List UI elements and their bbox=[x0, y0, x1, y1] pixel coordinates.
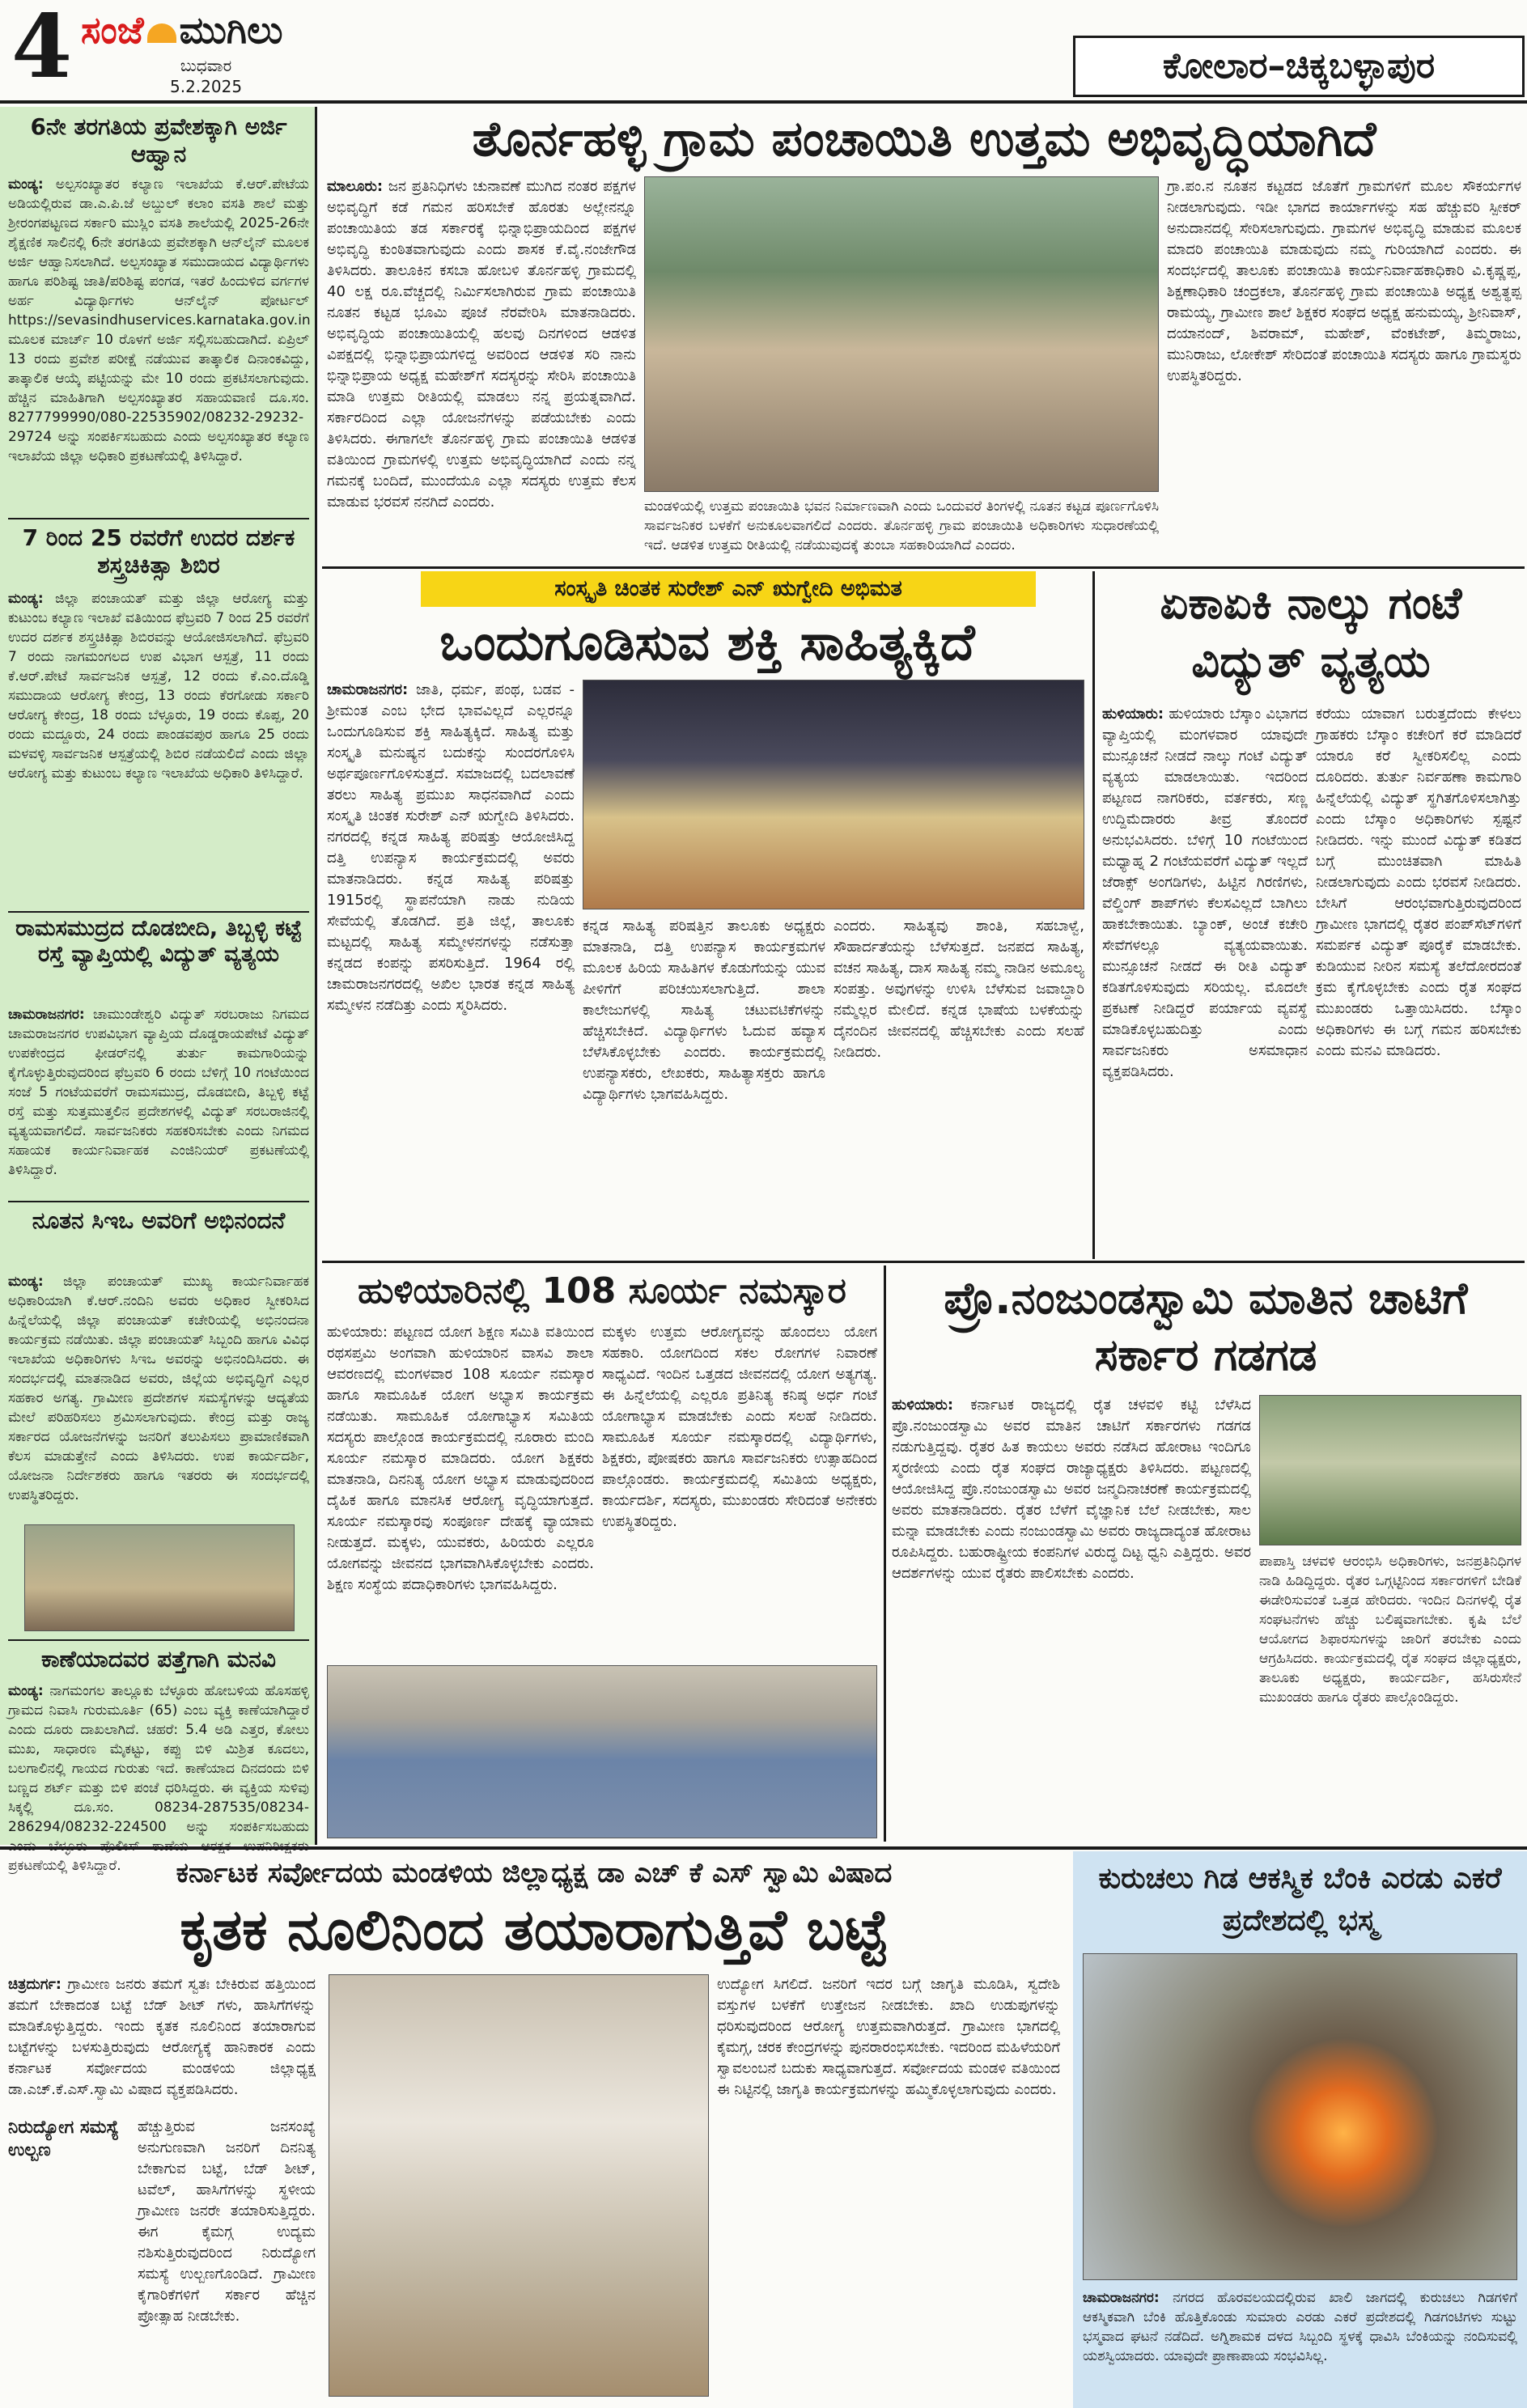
story-body: ಹುಳಿಯಾರು: ಪಟ್ಟಣದ ಯೋಗ ಶಿಕ್ಷಣ ಸಮಿತಿ ವತಿಯಿಂದ ರಥಸಪ್ತಮಿ ಅಂಗವಾಗಿ ಹುಳಿಯಾರಿನ ವಾಸವಿ ಶಾಲಾ ಆವರಣದಲ್ಲಿ ಮಂಗಳವಾರ 108 ಸೂರ್ಯ ನಮಸ್ಕಾರ ಹಾಗೂ ಸಾಮೂಹಿಕ ಯೋಗ ಅಭ್ಯಾಸ ಕಾರ್ಯಕ್ರಮ ನಡೆಯಿತು. ಸಾಮೂಹಿಕ ಯೋಗಾಭ್ಯಾಸ ಸಮಿತಿಯ ಸದಸ್ಯರು ಪಾಲ್ಗೊಂಡ ಕಾರ್ಯಕ್ರಮದಲ್ಲಿ ನೂರಾರು ಮಂದಿ ಸೂರ್ಯ ನಮಸ್ಕಾರ ಮಾಡಿದರು. ಯೋಗ ಶಿಕ್ಷಕರು ಮಾತನಾಡಿ, ದಿನನಿತ್ಯ ಯೋಗ ಅಭ್ಯಾಸ ಮಾಡುವುದರಿಂದ ದೈಹಿಕ ಹಾಗೂ ಮಾನಸಿಕ ಆರೋಗ್ಯ ವೃದ್ಧಿಯಾಗುತ್ತದೆ. ಸೂರ್ಯ ನಮಸ್ಕಾರವು ಸಂಪೂರ್ಣ ದೇಹಕ್ಕೆ ವ್ಯಾಯಾಮ ನೀಡುತ್ತದೆ. ಮಕ್ಕಳು, ಯುವಕರು, ಹಿರಿಯರು ಎಲ್ಲರೂ ಯೋಗವನ್ನು ಜೀವನದ ಭಾಗವಾಗಿಸಿಕೊಳ್ಳಬೇಕು ಎಂದರು. ಶಿಕ್ಷಣ ಸಂಸ್ಥೆಯ ಪದಾಧಿಕಾರಿಗಳು ಭಾಗವಹಿಸಿದ್ದರು. bbox=[327, 1324, 594, 1593]
story-body: ಮಾಲೂರು: ಜನ ಪ್ರತಿನಿಧಿಗಳು ಚುನಾವಣೆ ಮುಗಿದ ನಂತರ ಪಕ್ಷಗಳ ಅಭಿವೃದ್ಧಿಗೆ ಕಡೆ ಗಮನ ಹರಿಸಬೇಕೆ ಹೊರತು ಅಲ್ಲೇನನ್ನೂ ಪಂಚಾಯಿತಿಯ ತಡ ಸರ್ಕಾರಕ್ಕೆ ಭಿನ್ನಾಭಿಪ್ರಾಯದಿಂದ ಪಕ್ಷಗಳ ಅಭಿವೃದ್ಧಿ ಕುಂಠಿತವಾಗುವುದು ಎಂದು ಶಾಸಕ ಕೆ.ವೈ.ನಂಜೇಗೌಡ ತಿಳಿಸಿದರು. ತಾಲೂಕಿನ ಕಸಬಾ ಹೋಬಳಿ ತೊರ್ನಹಳ್ಳಿ ಗ್ರಾಮದಲ್ಲಿ 40 ಲಕ್ಷ ರೂ.ವೆಚ್ಚದಲ್ಲಿ ನಿರ್ಮಿಸಲಾಗಿರುವ ಗ್ರಾಮ ಪಂಚಾಯಿತಿ ನೂತನ ಕಟ್ಟಡ ಭೂಮಿ ಪೂಜೆ ನೆರವೇರಿಸಿ ಮಾತನಾಡಿದರು. ಅಭಿವೃದ್ಧಿಯ ಪಂಚಾಯಿತಿಯಲ್ಲಿ ಹಲವು ದಿನಗಳಿಂದ ಆಡಳಿತ ವಿಪಕ್ಷದಲ್ಲಿ ಭಿನ್ನಾಭಿಪ್ರಾಯಗಳಿದ್ದ ಅವರಿಂದ ಆಡಳಿತ ಸರಿ ನಾನು ಭಿನ್ನಾಭಿಪ್ರಾಯ ಅಧ್ಯಕ್ಷ ಮಹೇಶ್‌ಗೆ ಸದಸ್ಯರನ್ನು ಸೇರಿಸಿ ಪಂಚಾಯಿತಿ ಮಾಡಿ ಉತ್ತಮ ರೀತಿಯಲ್ಲಿ ಮಾಡಲು ನನ್ನ ಪ್ರಯತ್ನವಾಗಿದೆ. ಸರ್ಕಾರದಿಂದ ಎಲ್ಲಾ ಯೋಜನೆಗಳನ್ನು ಪಡೆಯಬೇಕು ಎಂದು ತಿಳಿಸಿದರು. ಈಗಾಗಲೇ ತೊರ್ನಹಳ್ಳಿ ಗ್ರಾಮ ಪಂಚಾಯಿತಿ ಆಡಳಿತ ವತಿಯಿಂದ ಗ್ರಾಮಗಳಲ್ಲಿ ಉತ್ತಮ ಅಭಿವೃದ್ಧಿಯಾಗಿದೆ ಎಂದು ನನ್ನ ಗಮನಕ್ಕೆ ಬಂದಿದೆ, ಮುಂದೆಯೂ ಎಲ್ಲಾ ಸದಸ್ಯರು ಉತ್ತಮ ಕೆಲಸ ಮಾಡುವ ಭರವಸೆ ನನಗಿದೆ ಎಂದರು. bbox=[327, 178, 636, 511]
story-body: ಹುಳಿಯಾರು: ಹುಳಿಯಾರು ಬೆಸ್ಕಾಂ ವಿಭಾಗದ ವ್ಯಾಪ್ತಿಯಲ್ಲಿ ಮಂಗಳವಾರ ಯಾವುದೇ ಮುನ್ಸೂಚನೆ ನೀಡದೆ ನಾಲ್ಕು ಗಂಟೆ ವಿದ್ಯುತ್ ವ್ಯತ್ಯಯ ಮಾಡಲಾಯಿತು. ಇದರಿಂದ ಪಟ್ಟಣದ ನಾಗರಿಕರು, ವರ್ತಕರು, ಸಣ್ಣ ಉದ್ದಿಮೆದಾರರು ತೀವ್ರ ತೊಂದರೆ ಅನುಭವಿಸಿದರು. ಬೆಳಿಗ್ಗೆ 10 ಗಂಟೆಯಿಂದ ಮಧ್ಯಾಹ್ನ 2 ಗಂಟೆಯವರೆಗೆ ವಿದ್ಯುತ್ ಇಲ್ಲದೆ ಜೆರಾಕ್ಸ್ ಅಂಗಡಿಗಳು, ಹಿಟ್ಟಿನ ಗಿರಣಿಗಳು, ವೆಲ್ಡಿಂಗ್ ಶಾಪ್‌ಗಳು ಕೆಲಸವಿಲ್ಲದೆ ಬಾಗಿಲು ಹಾಕಬೇಕಾಯಿತು. ಬ್ಯಾಂಕ್, ಅಂಚೆ ಕಚೇರಿ ಸೇವೆಗಳಲ್ಲೂ ವ್ಯತ್ಯಯವಾಯಿತು. ಮುನ್ಸೂಚನೆ ನೀಡದೆ ಈ ರೀತಿ ವಿದ್ಯುತ್ ಕಡಿತಗೊಳಿಸುವುದು ಸರಿಯಲ್ಲ. ಮೊದಲೇ ಪ್ರಕಟಣೆ ನೀಡಿದ್ದರೆ ಪರ್ಯಾಯ ವ್ಯವಸ್ಥೆ ಮಾಡಿಕೊಳ್ಳಬಹುದಿತ್ತು ಎಂದು ಸಾರ್ವಜನಿಕರು ಅಸಮಾಧಾನ ವ್ಯಕ್ತಪಡಿಸಿದರು. bbox=[1102, 706, 1308, 1080]
subhead-box: ನಿರುದ್ಯೋಗ ಸಮಸ್ಯೆ ಉಲ್ಬಣ bbox=[8, 2118, 120, 2160]
story-body: ಎಂದರು. ಸಾಹಿತ್ಯವು ಶಾಂತಿ, ಸಹಬಾಳ್ವೆ, ಸೌಹಾರ್ದತೆಯನ್ನು ಬೆಳೆಸುತ್ತದೆ. ಜನಪದ ಸಾಹಿತ್ಯ, ವಚನ ಸಾಹಿತ್ಯ, ದಾಸ ಸಾಹಿತ್ಯ ನಮ್ಮ ನಾಡಿನ ಅಮೂಲ್ಯ ಸಂಪತ್ತು. ಅವುಗಳನ್ನು ಉಳಿಸಿ ಬೆಳೆಸುವ ಜವಾಬ್ದಾರಿ ನಮ್ಮೆಲ್ಲರ ಮೇಲಿದೆ. ಕನ್ನಡ ಭಾಷೆಯ ಬಳಕೆಯನ್ನು ದೈನಂದಿನ ಜೀವನದಲ್ಲಿ ಹೆಚ್ಚಿಸಬೇಕು ಎಂದು ಸಲಹೆ ನೀಡಿದರು. bbox=[833, 918, 1084, 1061]
story-body: ಮಕ್ಕಳು ಉತ್ತಮ ಆರೋಗ್ಯವನ್ನು ಹೊಂದಲು ಯೋಗ ಸಹಕಾರಿ. ಯೋಗದಿಂದ ಸಕಲ ರೋಗಗಳ ನಿವಾರಣೆ ಸಾಧ್ಯವಿದೆ. ಇಂದಿನ ಒತ್ತಡದ ಜೀವನದಲ್ಲಿ ಯೋಗ ಅತ್ಯಗತ್ಯ. ಈ ಹಿನ್ನೆಲೆಯಲ್ಲಿ ಎಲ್ಲರೂ ಪ್ರತಿನಿತ್ಯ ಕನಿಷ್ಠ ಅರ್ಧ ಗಂಟೆ ಯೋಗಾಭ್ಯಾಸ ಮಾಡಬೇಕು ಎಂದು ಸಲಹೆ ನೀಡಿದರು. ಸಾಮೂಹಿಕ ಸೂರ್ಯ ನಮಸ್ಕಾರದಲ್ಲಿ ವಿದ್ಯಾರ್ಥಿಗಳು, ಶಿಕ್ಷಕರು, ಪೋಷಕರು ಹಾಗೂ ಸಾರ್ವಜನಿಕರು ಉತ್ಸಾಹದಿಂದ ಪಾಲ್ಗೊಂಡರು. ಕಾರ್ಯಕ್ರಮದಲ್ಲಿ ಸಮಿತಿಯ ಅಧ್ಯಕ್ಷರು, ಕಾರ್ಯದರ್ಶಿ, ಸದಸ್ಯರು, ಮುಖಂಡರು ಸೇರಿದಂತೆ ಅನೇಕರು ಉಪಸ್ಥಿತರಿದ್ದರು. bbox=[602, 1324, 877, 1530]
felicitation-photo bbox=[24, 1524, 295, 1631]
paper-name-b: ಮುಗಿಲು bbox=[179, 8, 283, 52]
story-kicker: ಕರ್ನಾಟಕ ಸರ್ವೋದಯ ಮಂಡಳಿಯ ಜಿಲ್ಲಾಧ್ಯಕ್ಷ ಡಾ ಎಚ್ ಕೆ ಎಸ್ ಸ್ವಾಮಿ ವಿಷಾದ bbox=[176, 1857, 893, 1889]
divider bbox=[322, 1261, 1525, 1263]
paper-logo bbox=[81, 8, 283, 53]
divider bbox=[884, 1265, 886, 1842]
story-headline: ಒಂದುಗೂಡಿಸುವ ಶಕ್ತಿ ಸಾಹಿತ್ಯಕ್ಕಿದೆ bbox=[439, 613, 975, 672]
story-body: ಹುಳಿಯಾರು: ಕರ್ನಾಟಕ ರಾಜ್ಯದಲ್ಲಿ ರೈತ ಚಳವಳಿ ಕಟ್ಟಿ ಬೆಳೆಸಿದ ಪ್ರೊ.ನಂಜುಂಡಸ್ವಾಮಿ ಅವರ ಮಾತಿನ ಚಾಟಿಗೆ ಸರ್ಕಾರಗಳು ಗಡಗಡ ನಡುಗುತ್ತಿದ್ದವು. ರೈತರ ಹಿತ ಕಾಯಲು ಅವರು ನಡೆಸಿದ ಹೋರಾಟ ಇಂದಿಗೂ ಸ್ಮರಣೀಯ ಎಂದು ರೈತ ಸಂಘದ ರಾಜ್ಯಾಧ್ಯಕ್ಷರು ತಿಳಿಸಿದರು. ಪಟ್ಟಣದಲ್ಲಿ ಆಯೋಜಿಸಿದ್ದ ಪ್ರೊ.ನಂಜುಂಡಸ್ವಾಮಿ ಅವರ ಜನ್ಮದಿನಾಚರಣೆ ಕಾರ್ಯಕ್ರಮದಲ್ಲಿ ಅವರು ಮಾತನಾಡಿದರು. ರೈತರ ಬೆಳೆಗೆ ವೈಜ್ಞಾನಿಕ ಬೆಲೆ ನೀಡಬೇಕು, ಸಾಲ ಮನ್ನಾ ಮಾಡಬೇಕು ಎಂದು ನಂಜುಂಡಸ್ವಾಮಿ ಅವರು ರಾಜ್ಯದಾದ್ಯಂತ ಹೋರಾಟ ರೂಪಿಸಿದ್ದರು. ಬಹುರಾಷ್ಟ್ರೀಯ ಕಂಪನಿಗಳ ವಿರುದ್ಧ ದಿಟ್ಟ ಧ್ವನಿ ಎತ್ತಿದ್ದರು. ಅವರ ಆದರ್ಶಗಳನ್ನು ಯುವ ರೈತರು ಪಾಲಿಸಬೇಕು ಎಂದರು. bbox=[892, 1397, 1251, 1582]
news-briefs-sidebar bbox=[0, 107, 317, 1874]
story-body: ಮಂಡಳಿಯಲ್ಲಿ ಉತ್ತಮ ಪಂಚಾಯಿತಿ ಭವನ ನಿರ್ಮಾಣವಾಗಿ ಎಂದು ಒಂದುವರೆ ತಿಂಗಳಲ್ಲಿ ನೂತನ ಕಟ್ಟಡ ಪೂರ್ಣಗೊಳಿಸಿ ಸಾರ್ವಜನಿಕರ ಬಳಕೆಗೆ ಅನುಕೂಲವಾಗಲಿದೆ ಎಂದರು. ತೊರ್ನಹಳ್ಳಿ ಗ್ರಾಮ ಪಂಚಾಯಿತಿ ಅಧಿಕಾರಿಗಳು ಸುಧಾರಣೆಯಲ್ಲಿ ಇದೆ. ಆಡಳಿತ ಉತ್ತಮ ರೀತಿಯಲ್ಲಿ ನಡೆಯುವುದಕ್ಕೆ ತುಂಬಾ ಸಹಕಾರಿಯಾಗಿದೆ ಎಂದರು. bbox=[644, 498, 1159, 553]
brief-body: ಮಂಡ್ಯ: ಜಿಲ್ಲಾ ಪಂಚಾಯತ್ ಮುಖ್ಯ ಕಾರ್ಯನಿರ್ವಾಹಕ ಅಧಿಕಾರಿಯಾಗಿ ಕೆ.ಆರ್.ನಂದಿನಿ ಅವರು ಅಧಿಕಾರ ಸ್ವೀಕರಿಸಿದ ಹಿನ್ನೆಲೆಯಲ್ಲಿ ಜಿಲ್ಲಾ ಪಂಚಾಯತ್ ಕಚೇರಿಯಲ್ಲಿ ಅಭಿನಂದನಾ ಕಾರ್ಯಕ್ರಮ ನಡೆಯಿತು. ಜಿಲ್ಲಾ ಪಂಚಾಯತ್ ಸಿಬ್ಬಂದಿ ಹಾಗೂ ವಿವಿಧ ಇಲಾಖೆಯ ಅಧಿಕಾರಿಗಳು ಸಿಇಒ ಅವರನ್ನು ಅಭಿನಂದಿಸಿದರು. ಈ ಸಂದರ್ಭದಲ್ಲಿ ಮಾತನಾಡಿದ ಅವರು, ಜಿಲ್ಲೆಯ ಅಭಿವೃದ್ಧಿಗೆ ಎಲ್ಲರ ಸಹಕಾರ ಅಗತ್ಯ. ಗ್ರಾಮೀಣ ಪ್ರದೇಶಗಳ ಸಮಸ್ಯೆಗಳನ್ನು ಆದ್ಯತೆಯ ಮೇಲೆ ಪರಿಹರಿಸಲು ಶ್ರಮಿಸಲಾಗುವುದು. ಕೇಂದ್ರ ಮತ್ತು ರಾಜ್ಯ ಸರ್ಕಾರದ ಯೋಜನೆಗಳನ್ನು ಜನರಿಗೆ ತಲುಪಿಸಲು ಪ್ರಾಮಾಣಿಕವಾಗಿ ಕೆಲಸ ಮಾಡುತ್ತೇನೆ ಎಂದು ತಿಳಿಸಿದರು. ಉಪ ಕಾರ್ಯದರ್ಶಿ, ಯೋಜನಾ ನಿರ್ದೇಶಕರು ಹಾಗೂ ಇತರರು ಈ ಸಂದರ್ಭದಲ್ಲಿ ಉಪಸ್ಥಿತರಿದ್ದರು. bbox=[8, 1274, 309, 1503]
brief-title: ನೂತನ ಸಿಇಒ ಅವರಿಗೆ ಅಭಿನಂದನೆ bbox=[32, 1207, 286, 1234]
brief-body: ಮಂಡ್ಯ: ಅಲ್ಪಸಂಖ್ಯಾತರ ಕಲ್ಯಾಣ ಇಲಾಖೆಯ ಕೆ.ಆರ್.ಪೇಟೆಯ ಅಡಿಯಲ್ಲಿರುವ ಡಾ.ಎ.ಪಿ.ಜೆ ಅಬ್ದುಲ್ ಕಲಾಂ ವಸತಿ ಶಾಲೆ ಮತ್ತು ಶ್ರೀರಂಗಪಟ್ಟಣದ ಸರ್ಕಾರಿ ಮುಸ್ಲಿಂ ವಸತಿ ಶಾಲೆಯಲ್ಲಿ 2025-26ನೇ ಶೈಕ್ಷಣಿಕ ಸಾಲಿನಲ್ಲಿ 6ನೇ ತರಗತಿಯ ಪ್ರವೇಶಕ್ಕಾಗಿ ಆನ್‌ಲೈನ್ ಮೂಲಕ ಅರ್ಜಿ ಆಹ್ವಾನಿಸಲಾಗಿದೆ. ಅಲ್ಪಸಂಖ್ಯಾತ ಸಮುದಾಯದ ವಿದ್ಯಾರ್ಥಿಗಳು ಹಾಗೂ ಪರಿಶಿಷ್ಟ ಜಾತಿ/ಪರಿಶಿಷ್ಟ ಪಂಗಡ, ಇತರೆ ಹಿಂದುಳಿದ ವರ್ಗಗಳ ಅರ್ಹ ವಿದ್ಯಾರ್ಥಿಗಳು ಆನ್‌ಲೈನ್ ಪೋರ್ಟಲ್ https://sevasindhuservices.karnataka.gov.in ಮೂಲಕ ಮಾರ್ಚ್ 10 ರೊಳಗೆ ಅರ್ಜಿ ಸಲ್ಲಿಸಬಹುದಾಗಿದೆ. ಏಪ್ರಿಲ್ 13 ರಂದು ಪ್ರವೇಶ ಪರೀಕ್ಷೆ ನಡೆಯುವ ತಾತ್ಕಾಲಿಕ ದಿನಾಂಕವಿದ್ದು, ತಾತ್ಕಾಲಿಕ ಆಯ್ಕೆ ಪಟ್ಟಿಯನ್ನು ಮೇ 10 ರಂದು ಪ್ರಕಟಿಸಲಾಗುವುದು. ಹೆಚ್ಚಿನ ಮಾಹಿತಿಗಾಗಿ ಅಲ್ಪಸಂಖ್ಯಾತರ ಸಹಾಯವಾಣಿ ದೂ.ಸಂ. 8277799990/080-22535902/08232-29232-29724 ಅನ್ನು ಸಂಪರ್ಕಿಸಬಹುದು ಎಂದು ಅಲ್ಪಸಂಖ್ಯಾತರ ಕಲ್ಯಾಣ ಇಲಾಖೆಯ ಜಿಲ್ಲಾ ಅಧಿಕಾರಿ ಪ್ರಕಟಣೆಯಲ್ಲಿ ತಿಳಿಸಿದ್ದಾರೆ. bbox=[8, 176, 311, 464]
story-headline: ಹುಳಿಯಾರಿನಲ್ಲಿ 108 ಸೂರ್ಯ ನಮಸ್ಕಾರ bbox=[358, 1270, 846, 1312]
story-headline: ಪ್ರೊ.ನಂಜುಂಡಸ್ವಾಮಿ ಮಾತಿನ ಚಾಟಿಗೆ ಸರ್ಕಾರ ಗಡಗಡ bbox=[944, 1273, 1468, 1380]
farmers-photo bbox=[1259, 1395, 1521, 1545]
weekday: ಬುಧವಾರ bbox=[180, 56, 232, 75]
divider bbox=[8, 518, 309, 519]
story-body: ಚಾಮರಾಜನಗರ: ಜಾತಿ, ಧರ್ಮ, ಪಂಥ, ಬಡವ - ಶ್ರೀಮಂತ ಎಂಬ ಭೇದ ಭಾವವಿಲ್ಲದೆ ಎಲ್ಲರನ್ನೂ ಒಂದುಗೂಡಿಸುವ ಶಕ್ತಿ ಸಾಹಿತ್ಯಕ್ಕಿದೆ. ಸಾಹಿತ್ಯ ಮತ್ತು ಸಂಸ್ಕೃತಿ ಮನುಷ್ಯನ ಬದುಕನ್ನು ಸುಂದರಗೊಳಿಸಿ ಅರ್ಥಪೂರ್ಣಗೊಳಿಸುತ್ತದೆ. ಸಮಾಜದಲ್ಲಿ ಬದಲಾವಣೆ ತರಲು ಸಾಹಿತ್ಯ ಪ್ರಮುಖ ಸಾಧನವಾಗಿದೆ ಎಂದು ಸಂಸ್ಕೃತಿ ಚಿಂತಕ ಸುರೇಶ್ ಎನ್ ಋಗ್ವೇದಿ ತಿಳಿಸಿದರು. ನಗರದಲ್ಲಿ ಕನ್ನಡ ಸಾಹಿತ್ಯ ಪರಿಷತ್ತು ಆಯೋಜಿಸಿದ್ದ ದತ್ತಿ ಉಪನ್ಯಾಸ ಕಾರ್ಯಕ್ರಮದಲ್ಲಿ ಅವರು ಮಾತನಾಡಿದರು. ಕನ್ನಡ ಸಾಹಿತ್ಯ ಪರಿಷತ್ತು 1915ರಲ್ಲಿ ಸ್ಥಾಪನೆಯಾಗಿ ನಾಡು ನುಡಿಯ ಸೇವೆಯಲ್ಲಿ ತೊಡಗಿದೆ. ಪ್ರತಿ ಜಿಲ್ಲೆ, ತಾಲೂಕು ಮಟ್ಟದಲ್ಲಿ ಸಾಹಿತ್ಯ ಸಮ್ಮೇಳನಗಳನ್ನು ನಡೆಸುತ್ತಾ ಕನ್ನಡದ ಕಂಪನ್ನು ಪಸರಿಸುತ್ತಿದೆ. 1964 ರಲ್ಲಿ ಚಾಮರಾಜನಗರದಲ್ಲಿ ಅಖಿಲ ಭಾರತ ಕನ್ನಡ ಸಾಹಿತ್ಯ ಸಮ್ಮೇಳನ ನಡೆದಿತ್ತು ಎಂದು ಸ್ಮರಿಸಿದರು. bbox=[327, 681, 575, 1014]
page-number: 4 bbox=[11, 0, 73, 98]
inauguration-photo bbox=[644, 176, 1159, 492]
brief-title: ಕಾಣೆಯಾದವರ ಪತ್ತೆಗಾಗಿ ಮನವಿ bbox=[40, 1646, 276, 1672]
divider bbox=[8, 1639, 309, 1641]
story-headline: ಕುರುಚಲು ಗಿಡ ಆಕಸ್ಮಿಕ ಬೆಂಕಿ ಎರಡು ಎಕರೆ ಪ್ರದೇಶದಲ್ಲಿ ಭಸ್ಮ bbox=[1098, 1862, 1502, 1937]
story-body: ಕನ್ನಡ ಸಾಹಿತ್ಯ ಪರಿಷತ್ತಿನ ತಾಲೂಕು ಅಧ್ಯಕ್ಷರು ಮಾತನಾಡಿ, ದತ್ತಿ ಉಪನ್ಯಾಸ ಕಾರ್ಯಕ್ರಮಗಳ ಮೂಲಕ ಹಿರಿಯ ಸಾಹಿತಿಗಳ ಕೊಡುಗೆಯನ್ನು ಯುವ ಪೀಳಿಗೆಗೆ ಪರಿಚಯಿಸಲಾಗುತ್ತಿದೆ. ಶಾಲಾ ಕಾಲೇಜುಗಳಲ್ಲಿ ಸಾಹಿತ್ಯ ಚಟುವಟಿಕೆಗಳನ್ನು ಹೆಚ್ಚಿಸಬೇಕಿದೆ. ವಿದ್ಯಾರ್ಥಿಗಳು ಓದುವ ಹವ್ಯಾಸ ಬೆಳೆಸಿಕೊಳ್ಳಬೇಕು ಎಂದರು. ಕಾರ್ಯಕ್ರಮದಲ್ಲಿ ಉಪನ್ಯಾಸಕರು, ಲೇಖಕರು, ಸಾಹಿತ್ಯಾಸಕ್ತರು ಹಾಗೂ ವಿದ್ಯಾರ್ಥಿಗಳು ಭಾಗವಹಿಸಿದ್ದರು. bbox=[583, 918, 825, 1103]
divider bbox=[8, 1201, 309, 1202]
fire-story-box bbox=[1073, 1851, 1527, 2408]
story-body: ಕರೆಯು ಯಾವಾಗ ಬರುತ್ತದೆಂದು ಕೇಳಲು ಗ್ರಾಹಕರು ಬೆಸ್ಕಾಂ ಕಚೇರಿಗೆ ಕರೆ ಮಾಡಿದರೆ ಯಾರೂ ಕರೆ ಸ್ವೀಕರಿಸಲಿಲ್ಲ ಎಂದು ದೂರಿದರು. ತುರ್ತು ನಿರ್ವಹಣಾ ಕಾಮಗಾರಿ ಹಿನ್ನೆಲೆಯಲ್ಲಿ ವಿದ್ಯುತ್ ಸ್ಥಗಿತಗೊಳಿಸಲಾಗಿತ್ತು ಎಂದು ಬೆಸ್ಕಾಂ ಅಧಿಕಾರಿಗಳು ಸ್ಪಷ್ಟನೆ ನೀಡಿದರು. ಇನ್ನು ಮುಂದೆ ವಿದ್ಯುತ್ ಕಡಿತದ ಬಗ್ಗೆ ಮುಂಚಿತವಾಗಿ ಮಾಹಿತಿ ನೀಡಲಾಗುವುದು ಎಂದು ಭರವಸೆ ನೀಡಿದರು. ಬೇಸಿಗೆ ಆರಂಭವಾಗುತ್ತಿರುವುದರಿಂದ ಗ್ರಾಮೀಣ ಭಾಗದಲ್ಲಿ ರೈತರ ಪಂಪ್‌ಸೆಟ್‌ಗಳಿಗೆ ಸಮರ್ಪಕ ವಿದ್ಯುತ್ ಪೂರೈಕೆ ಮಾಡಬೇಕು. ಕುಡಿಯುವ ನೀರಿನ ಸಮಸ್ಯೆ ತಲೆದೋರದಂತೆ ಕ್ರಮ ಕೈಗೊಳ್ಳಬೇಕು ಎಂದು ರೈತ ಸಂಘದ ಮುಖಂಡರು ಒತ್ತಾಯಿಸಿದರು. ಬೆಸ್ಕಾಂ ಅಧಿಕಾರಿಗಳು ಈ ಬಗ್ಗೆ ಗಮನ ಹರಿಸಬೇಕು ಎಂದು ಮನವಿ ಮಾಡಿದರು. bbox=[1316, 706, 1521, 1059]
story-headline: ಏಕಾಏಕಿ ನಾಲ್ಕು ಗಂಟೆ ವಿದ್ಯುತ್ ವ್ಯತ್ಯಯ bbox=[1160, 578, 1462, 687]
paper-name-a: ಸಂಜೆ bbox=[81, 8, 144, 52]
textile-photo bbox=[329, 1974, 709, 2397]
story-kicker: ಸಂಸ್ಕೃತಿ ಚಿಂತಕ ಸುರೇಶ್ ಎನ್ ಋಗ್ವೇದಿ ಅಭಿಮತ bbox=[421, 571, 1036, 607]
brief-body: ಮಂಡ್ಯ: ನಾಗಮಂಗಲ ತಾಲ್ಲೂಕು ಬೆಳ್ಳೂರು ಹೋಬಳಿಯ ಹೊಸಹಳ್ಳಿ ಗ್ರಾಮದ ನಿವಾಸಿ ಗುರುಮೂರ್ತಿ (65) ಎಂಬ ವ್ಯಕ್ತಿ ಕಾಣೆಯಾಗಿದ್ದಾರೆ ಎಂದು ದೂರು ದಾಖಲಾಗಿದೆ. ಚಹರೆ: 5.4 ಅಡಿ ಎತ್ತರ, ಕೋಲು ಮುಖ, ಸಾಧಾರಣ ಮೈಕಟ್ಟು, ಕಪ್ಪು ಬಿಳಿ ಮಿಶ್ರಿತ ಕೂದಲು, ಬಲಗಾಲಿನಲ್ಲಿ ಗಾಯದ ಗುರುತು ಇದೆ. ಕಾಣೆಯಾದ ದಿನದಂದು ಬಿಳಿ ಬಣ್ಣದ ಶರ್ಟ್ ಮತ್ತು ಬಿಳಿ ಪಂಚೆ ಧರಿಸಿದ್ದರು. ಈ ವ್ಯಕ್ತಿಯ ಸುಳಿವು ಸಿಕ್ಕಲ್ಲಿ ದೂ.ಸಂ. 08234-287535/08234-286294/08232-224500 ಅನ್ನು ಸಂಪರ್ಕಿಸಬಹುದು ಪ್ರಕಟಣೆಯಲ್ಲಿ ತಿಳಿಸಿದ್ದಾರೆ. bbox=[8, 1683, 309, 1874]
story-body: ಹೆಚ್ಚುತ್ತಿರುವ ಜನಸಂಖ್ಯೆ ಅನುಗುಣವಾಗಿ ಜನರಿಗೆ ದಿನನಿತ್ಯ ಬೇಕಾಗುವ ಬಟ್ಟೆ, ಬೆಡ್ ಶೀಟ್, ಟವೆಲ್, ಹಾಸಿಗೆಗಳನ್ನು ಸ್ಥಳೀಯ ಗ್ರಾಮೀಣ ಜನರೇ ತಯಾರಿಸುತ್ತಿದ್ದರು. ಈಗ ಕೈಮಗ್ಗ ಉದ್ಯಮ ನಶಿಸುತ್ತಿರುವುದರಿಂದ ನಿರುದ್ಯೋಗ ಸಮಸ್ಯೆ ಉಲ್ಬಣಗೊಂಡಿದೆ. ಗ್ರಾಮೀಣ ಕೈಗಾರಿಕೆಗಳಿಗೆ ಸರ್ಕಾರ ಹೆಚ್ಚಿನ ಪ್ರೋತ್ಸಾಹ ನೀಡಬೇಕು. bbox=[138, 2118, 316, 2325]
sun-icon bbox=[147, 23, 176, 43]
story-body: ಗ್ರಾ.ಪಂ.ನ ನೂತನ ಕಟ್ಟಡದ ಜೊತೆಗೆ ಗ್ರಾಮಗಳಿಗೆ ಮೂಲ ಸೌಕರ್ಯಗಳ ನೀಡಲಾಗುವುದು. ಇಡೀ ಭಾಗದ ಕಾರ್ಯಾಗಳನ್ನು ಸಹ ಹೆಚ್ಚುವರಿ ಸ್ಪೀಕರ್ ಅನುದಾನದಲ್ಲಿ ಸೇರಿಸಲಾಗುವುದು. ಗ್ರಾಮಗಳ ಅಭಿವೃದ್ಧಿ ಮಾಡುವ ಮೂಲಕ ಮಾದರಿ ಪಂಚಾಯಿತಿ ಮಾಡುವುದು ನಮ್ಮ ಗುರಿಯಾಗಿದೆ ಎಂದರು. ಈ ಸಂದರ್ಭದಲ್ಲಿ ತಾಲೂಕು ಪಂಚಾಯಿತಿ ಕಾರ್ಯನಿರ್ವಾಹಕಾಧಿಕಾರಿ ವಿ.ಕೃಷ್ಣಪ್ಪ, ಶಿಕ್ಷಣಾಧಿಕಾರಿ ಚಂದ್ರಕಲಾ, ತೊರ್ನಹಳ್ಳಿ ಗ್ರಾಮ ಪಂಚಾಯಿತಿ ಅಧ್ಯಕ್ಷ ಅಶ್ವತ್ಥಪ್ಪ ರಾಮಯ್ಯ, ಗ್ರಾಮೀಣ ಶಾಲೆ ಶಿಕ್ಷಕರ ಸಂಘದ ಅಧ್ಯಕ್ಷ ಹನುಮಯ್ಯ, ಶ್ರೀನಿವಾಸ್, ದಯಾನಂದ್, ಶಿವರಾಮ್, ಮಹೇಶ್, ವೆಂಕಟೇಶ್, ತಿಮ್ಮರಾಜು, ಮುನಿರಾಜು, ಲೋಕೇಶ್ ಸೇರಿದಂತೆ ಪಂಚಾಯಿತಿ ಸದಸ್ಯರು ಹಾಗೂ ಗ್ರಾಮಸ್ಥರು ಉಪಸ್ಥಿತರಿದ್ದರು. bbox=[1167, 178, 1521, 384]
date-block bbox=[170, 55, 242, 97]
story-body: ಚಾಮರಾಜನಗರ: ನಗರದ ಹೊರವಲಯದಲ್ಲಿರುವ ಖಾಲಿ ಜಾಗದಲ್ಲಿ ಕುರುಚಲು ಗಿಡಗಳಿಗೆ ಆಕಸ್ಮಿಕವಾಗಿ ಬೆಂಕಿ ಹೊತ್ತಿಕೊಂಡು ಸುಮಾರು ಎರಡು ಎಕರೆ ಪ್ರದೇಶದಲ್ಲಿ ಗಿಡಗಂಟಿಗಳು ಸುಟ್ಟು ಭಸ್ಮವಾದ ಘಟನೆ ನಡೆದಿದೆ. ಅಗ್ನಿಶಾಮಕ ದಳದ ಸಿಬ್ಬಂದಿ ಸ್ಥಳಕ್ಕೆ ಧಾವಿಸಿ ಬೆಂಕಿಯನ್ನು ನಂದಿಸುವಲ್ಲಿ ಯಶಸ್ವಿಯಾದರು. ಯಾವುದೇ ಪ್ರಾಣಾಪಾಯ ಸಂಭವಿಸಿಲ್ಲ. bbox=[1083, 2290, 1518, 2364]
brief-body: ಮಂಡ್ಯ: ಜಿಲ್ಲಾ ಪಂಚಾಯತ್ ಮತ್ತು ಜಿಲ್ಲಾ ಆರೋಗ್ಯ ಮತ್ತು ಕುಟುಂಬ ಕಲ್ಯಾಣ ಇಲಾಖೆ ವತಿಯಿಂದ ಫೆಬ್ರವರಿ 7 ರಿಂದ 25 ರವರೆಗೆ ಉದರ ದರ್ಶಕ ಶಸ್ತ್ರಚಿಕಿತ್ಸಾ ಶಿಬಿರವನ್ನು ಆಯೋಜಿಸಲಾಗಿದೆ. ಫೆಬ್ರವರಿ 7 ರಂದು ನಾಗಮಂಗಲದ ಉಪ ವಿಭಾಗ ಆಸ್ಪತ್ರೆ, 11 ರಂದು ಕೆ.ಆರ್.ಪೇಟೆ ಸಾರ್ವಜನಿಕ ಆಸ್ಪತ್ರೆ, 12 ರಂದು ಕೆ.ಎಂ.ದೊಡ್ಡಿ ಸಮುದಾಯ ಆರೋಗ್ಯ ಕೇಂದ್ರ, 13 ರಂದು ಕೆರಗೋಡು ಸರ್ಕಾರಿ ಆರೋಗ್ಯ ಕೇಂದ್ರ, 18 ರಂದು ಬೆಳ್ಳೂರು, 19 ರಂದು ಕೊಪ್ಪ, 20 ರಂದು ಮದ್ದೂರು, 24 ರಂದು ಪಾಂಡವಪುರ ಹಾಗೂ 25 ರಂದು ಮಳವಳ್ಳಿ ಸಾರ್ವಜನಿಕ ಆಸ್ಪತ್ರೆಯಲ್ಲಿ ಶಿಬಿರ ನಡೆಯಲಿದೆ ಎಂದು ಜಿಲ್ಲಾ ಆರೋಗ್ಯ ಮತ್ತು ಕುಟುಂಬ ಕಲ್ಯಾಣ ಇಲಾಖೆಯ ಅಧಿಕಾರಿ ತಿಳಿಸಿದ್ದಾರೆ. bbox=[8, 591, 309, 782]
brief-title: 7 ರಿಂದ 25 ರವರೆಗೆ ಉದರ ದರ್ಶಕ ಶಸ್ತ್ರಚಿಕಿತ್ಸಾ ಶಿಬಿರ bbox=[22, 524, 295, 579]
yoga-photo bbox=[327, 1665, 877, 1838]
brief-body: ಚಾಮರಾಜನಗರ: ಚಾಮುಂಡೇಶ್ವರಿ ವಿದ್ಯುತ್ ಸರಬರಾಜು ನಿಗಮದ ಚಾಮರಾಜನಗರ ಉಪವಿಭಾಗ ವ್ಯಾಪ್ತಿಯ ದೊಡ್ಡರಾಯಪೇಟೆ ವಿದ್ಯುತ್ ಉಪಕೇಂದ್ರದ ಫೀಡರ್‌ನಲ್ಲಿ ತುರ್ತು ಕಾಮಗಾರಿಯನ್ನು ಕೈಗೊಳ್ಳುತ್ತಿರುವುದರಿಂದ ಫೆಬ್ರವರಿ 6 ರಂದು ಬೆಳಿಗ್ಗೆ 10 ಗಂಟೆಯಿಂದ ಸಂಜೆ 5 ಗಂಟೆಯವರೆಗೆ ರಾಮಸಮುದ್ರ, ದೊಡಬೀದಿ, ತಿಬ್ಬಳ್ಳಿ ಕಟ್ಟೆ ರಸ್ತೆ ಮತ್ತು ಸುತ್ತಮುತ್ತಲಿನ ಪ್ರದೇಶಗಳಲ್ಲಿ ವಿದ್ಯುತ್ ಸರಬರಾಜಿನಲ್ಲಿ ವ್ಯತ್ಯಯವಾಗಲಿದೆ. ಸಾರ್ವಜನಿಕರು ಸಹಕರಿಸಬೇಕು ಎಂದು ನಿಗಮದ ಸಹಾಯಕ ಕಾರ್ಯನಿರ್ವಾಹಕ ಎಂಜಿನಿಯರ್ ಪ್ರಕಟಣೆಯಲ್ಲಿ ತಿಳಿಸಿದ್ದಾರೆ. bbox=[8, 1007, 309, 1178]
brief-title: ರಾಮಸಮುದ್ರದ ದೊಡಬೀದಿ, ತಿಬ್ಬಳ್ಳಿ ಕಟ್ಟೆ ರಸ್ತೆ ವ್ಯಾಪ್ತಿಯಲ್ಲಿ ವಿದ್ಯುತ್ ವ್ಯತ್ಯಯ bbox=[15, 916, 302, 968]
issue-date: 5.2.2025 bbox=[170, 77, 243, 96]
divider bbox=[1092, 571, 1095, 1259]
story-headline: ತೊರ್ನಹಳ್ಳಿ ಗ್ರಾಮ ಪಂಚಾಯಿತಿ ಉತ್ತಮ ಅಭಿವೃದ್ಧಿಯಾಗಿದೆ bbox=[472, 111, 1376, 167]
divider bbox=[0, 1846, 1527, 1850]
story-body: ಉದ್ಯೋಗ ಸಿಗಲಿದೆ. ಜನರಿಗೆ ಇದರ ಬಗ್ಗೆ ಜಾಗೃತಿ ಮೂಡಿಸಿ, ಸ್ವದೇಶಿ ವಸ್ತುಗಳ ಬಳಕೆಗೆ ಉತ್ತೇಜನ ನೀಡಬೇಕು. ಖಾದಿ ಉಡುಪುಗಳನ್ನು ಧರಿಸುವುದರಿಂದ ಆರೋಗ್ಯ ಉತ್ತಮವಾಗಿರುತ್ತದೆ. ಗ್ರಾಮೀಣ ಭಾಗದಲ್ಲಿ ಕೈಮಗ್ಗ, ಚರಕ ಕೇಂದ್ರಗಳನ್ನು ಪುನರಾರಂಭಿಸಬೇಕು. ಇದರಿಂದ ಮಹಿಳೆಯರಿಗೆ ಸ್ವಾವಲಂಬನೆ ಬದುಕು ಸಾಧ್ಯವಾಗುತ್ತದೆ. ಸರ್ವೋದಯ ಮಂಡಳಿ ವತಿಯಿಂದ ಈ ನಿಟ್ಟಿನಲ್ಲಿ ಜಾಗೃತಿ ಕಾರ್ಯಕ್ರಮಗಳನ್ನು ಹಮ್ಮಿಕೊಳ್ಳಲಾಗುವುದು ಎಂದರು. bbox=[717, 1976, 1060, 2098]
divider bbox=[322, 566, 1525, 569]
story-body: ಪಾಪಾಸ್ತಿ ಚಳವಳಿ ಆರಂಭಿಸಿ ಅಧಿಕಾರಿಗಳು, ಜನಪ್ರತಿನಿಧಿಗಳ ನಾಡಿ ಹಿಡಿದ್ದಿದ್ದರು. ರೈತರ ಒಗ್ಗಟ್ಟಿನಿಂದ ಸರ್ಕಾರಗಳಿಗೆ ಬೇಡಿಕೆ ಈಡೇರಿಸುವಂತೆ ಒತ್ತಡ ಹೇರಿದರು. ಇಂದಿನ ದಿನಗಳಲ್ಲಿ ರೈತ ಸಂಘಟನೆಗಳು ಹೆಚ್ಚು ಬಲಿಷ್ಠವಾಗಬೇಕು. ಕೃಷಿ ಬೆಲೆ ಆಯೋಗದ ಶಿಫಾರಸುಗಳನ್ನು ಜಾರಿಗೆ ತರಬೇಕು ಎಂದು ಆಗ್ರಹಿಸಿದರು. ಕಾರ್ಯಕ್ರಮದಲ್ಲಿ ರೈತ ಸಂಘದ ಜಿಲ್ಲಾಧ್ಯಕ್ಷರು, ತಾಲೂಕು ಅಧ್ಯಕ್ಷರು, ಕಾರ್ಯದರ್ಶಿ, ಹಸಿರುಸೇನೆ ಮುಖಂಡರು ಹಾಗೂ ರೈತರು ಪಾಲ್ಗೊಂಡಿದ್ದರು. bbox=[1259, 1554, 1521, 1706]
story-headline: ಕೃತಕ ನೂಲಿನಿಂದ ತಯಾರಾಗುತ್ತಿವೆ ಬಟ್ಟೆ bbox=[180, 1897, 889, 1963]
section-title: ಕೋಲಾರ–ಚಿಕ್ಕಬಳ್ಳಾಪುರ bbox=[1073, 36, 1525, 97]
event-photo bbox=[583, 680, 1084, 909]
divider bbox=[8, 911, 309, 913]
fire-photo bbox=[1083, 1953, 1517, 2280]
story-body: ಚಿತ್ರದುರ್ಗ: ಗ್ರಾಮೀಣ ಜನರು ತಮಗೆ ಸ್ವತಃ ಬೇಕಿರುವ ಹತ್ತಿಯಿಂದ ತಮಗೆ ಬೇಕಾದಂತ ಬಟ್ಟೆ ಬೆಡ್ ಶೀಟ್ ಗಳು, ಹಾಸಿಗೆಗಳನ್ನು ಮಾಡಿಕೊಳ್ಳುತ್ತಿದ್ದರು. ಇಂದು ಕೃತಕ ನೂಲಿನಿಂದ ತಯಾರಾಗುವ ಬಟ್ಟೆಗಳನ್ನು ಬಳಸುತ್ತಿರುವುದು ಆರೋಗ್ಯಕ್ಕೆ ಹಾನಿಕಾರಕ ಎಂದು ಕರ್ನಾಟಕ ಸರ್ವೋದಯ ಮಂಡಳಿಯ ಜಿಲ್ಲಾಧ್ಯಕ್ಷ ಡಾ.ಎಚ್.ಕೆ.ಎಸ್.ಸ್ವಾಮಿ ವಿಷಾದ ವ್ಯಕ್ತಪಡಿಸಿದರು. bbox=[8, 1976, 316, 2098]
masthead bbox=[0, 0, 1527, 104]
brief-title: 6ನೇ ತರಗತಿಯ ಪ್ರವೇಶಕ್ಕಾಗಿ ಅರ್ಜಿ ಆಹ್ವಾನ bbox=[30, 113, 287, 167]
